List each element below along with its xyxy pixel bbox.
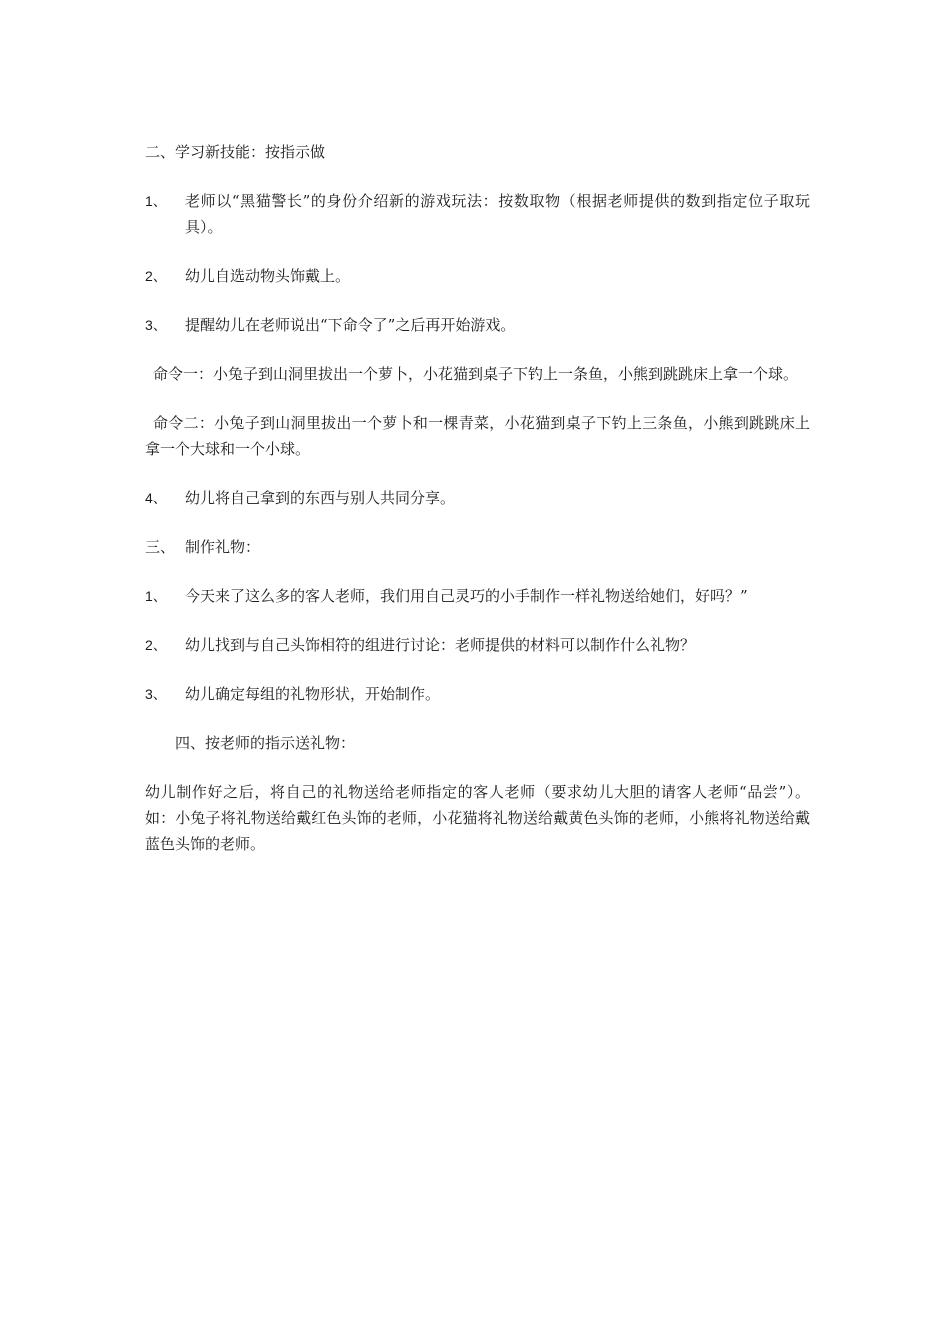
item-number: 1、 xyxy=(145,193,167,209)
section2-item-4 xyxy=(145,485,810,511)
item-number: 1、 xyxy=(145,588,167,604)
section2-item-3 xyxy=(145,312,810,338)
section3-item-3 xyxy=(145,681,810,707)
command-two: 命令二：小兔子到山洞里拔出一个萝卜和一棵青菜，小花猫到桌子下钓上三条鱼，小熊到跳跳床上拿一个大球和一个小球。 xyxy=(145,414,810,458)
section3-item-2 xyxy=(145,632,810,658)
item-number: 3、 xyxy=(145,317,167,333)
section3-heading xyxy=(145,534,810,560)
item-text: 提醒幼儿在老师说出“下命令了”之后再开始游戏。 xyxy=(185,316,516,334)
item-text: 幼儿将自己拿到的东西与别人共同分享。 xyxy=(185,489,456,507)
section2-heading: 二、学习新技能：按指示做 xyxy=(145,143,326,161)
section4-body: 幼儿制作好之后，将自己的礼物送给老师指定的客人老师（要求幼儿大胆的请客人老师“品尝”）。如：小兔子将礼物送给戴红色头饰的老师，小花猫将礼物送给戴黄色头饰的老师，小熊将礼物送给戴蓝色头饰的老师。 xyxy=(145,783,810,853)
item-text: 今天来了这么多的客人老师，我们用自己灵巧的小手制作一样礼物送给她们，好吗？” xyxy=(185,587,748,605)
item-text: 幼儿找到与自己头饰相符的组进行讨论：老师提供的材料可以制作什么礼物？ xyxy=(185,636,696,654)
item-number: 3、 xyxy=(145,686,167,702)
item-text: 老师以“黑猫警长”的身份介绍新的游戏玩法：按数取物（根据老师提供的数到指定位子取玩具）。 xyxy=(185,192,810,236)
item-number: 2、 xyxy=(145,268,167,284)
item-number: 2、 xyxy=(145,637,167,653)
item-text: 幼儿自选动物头饰戴上。 xyxy=(185,267,351,285)
item-number: 4、 xyxy=(145,490,167,506)
document-body xyxy=(145,139,810,880)
command-one: 命令一：小兔子到山洞里拔出一个萝卜，小花猫到桌子下钓上一条鱼，小熊到跳跳床上拿一个球。 xyxy=(153,365,799,383)
section2-item-2 xyxy=(145,263,810,289)
section3-item-1 xyxy=(145,583,810,609)
item-text: 幼儿确定每组的礼物形状，开始制作。 xyxy=(185,685,441,703)
section4-heading: 四、按老师的指示送礼物： xyxy=(175,734,356,752)
section-number: 三、 xyxy=(145,538,176,556)
section-title: 制作礼物： xyxy=(185,538,261,556)
section2-item-1 xyxy=(145,188,810,240)
